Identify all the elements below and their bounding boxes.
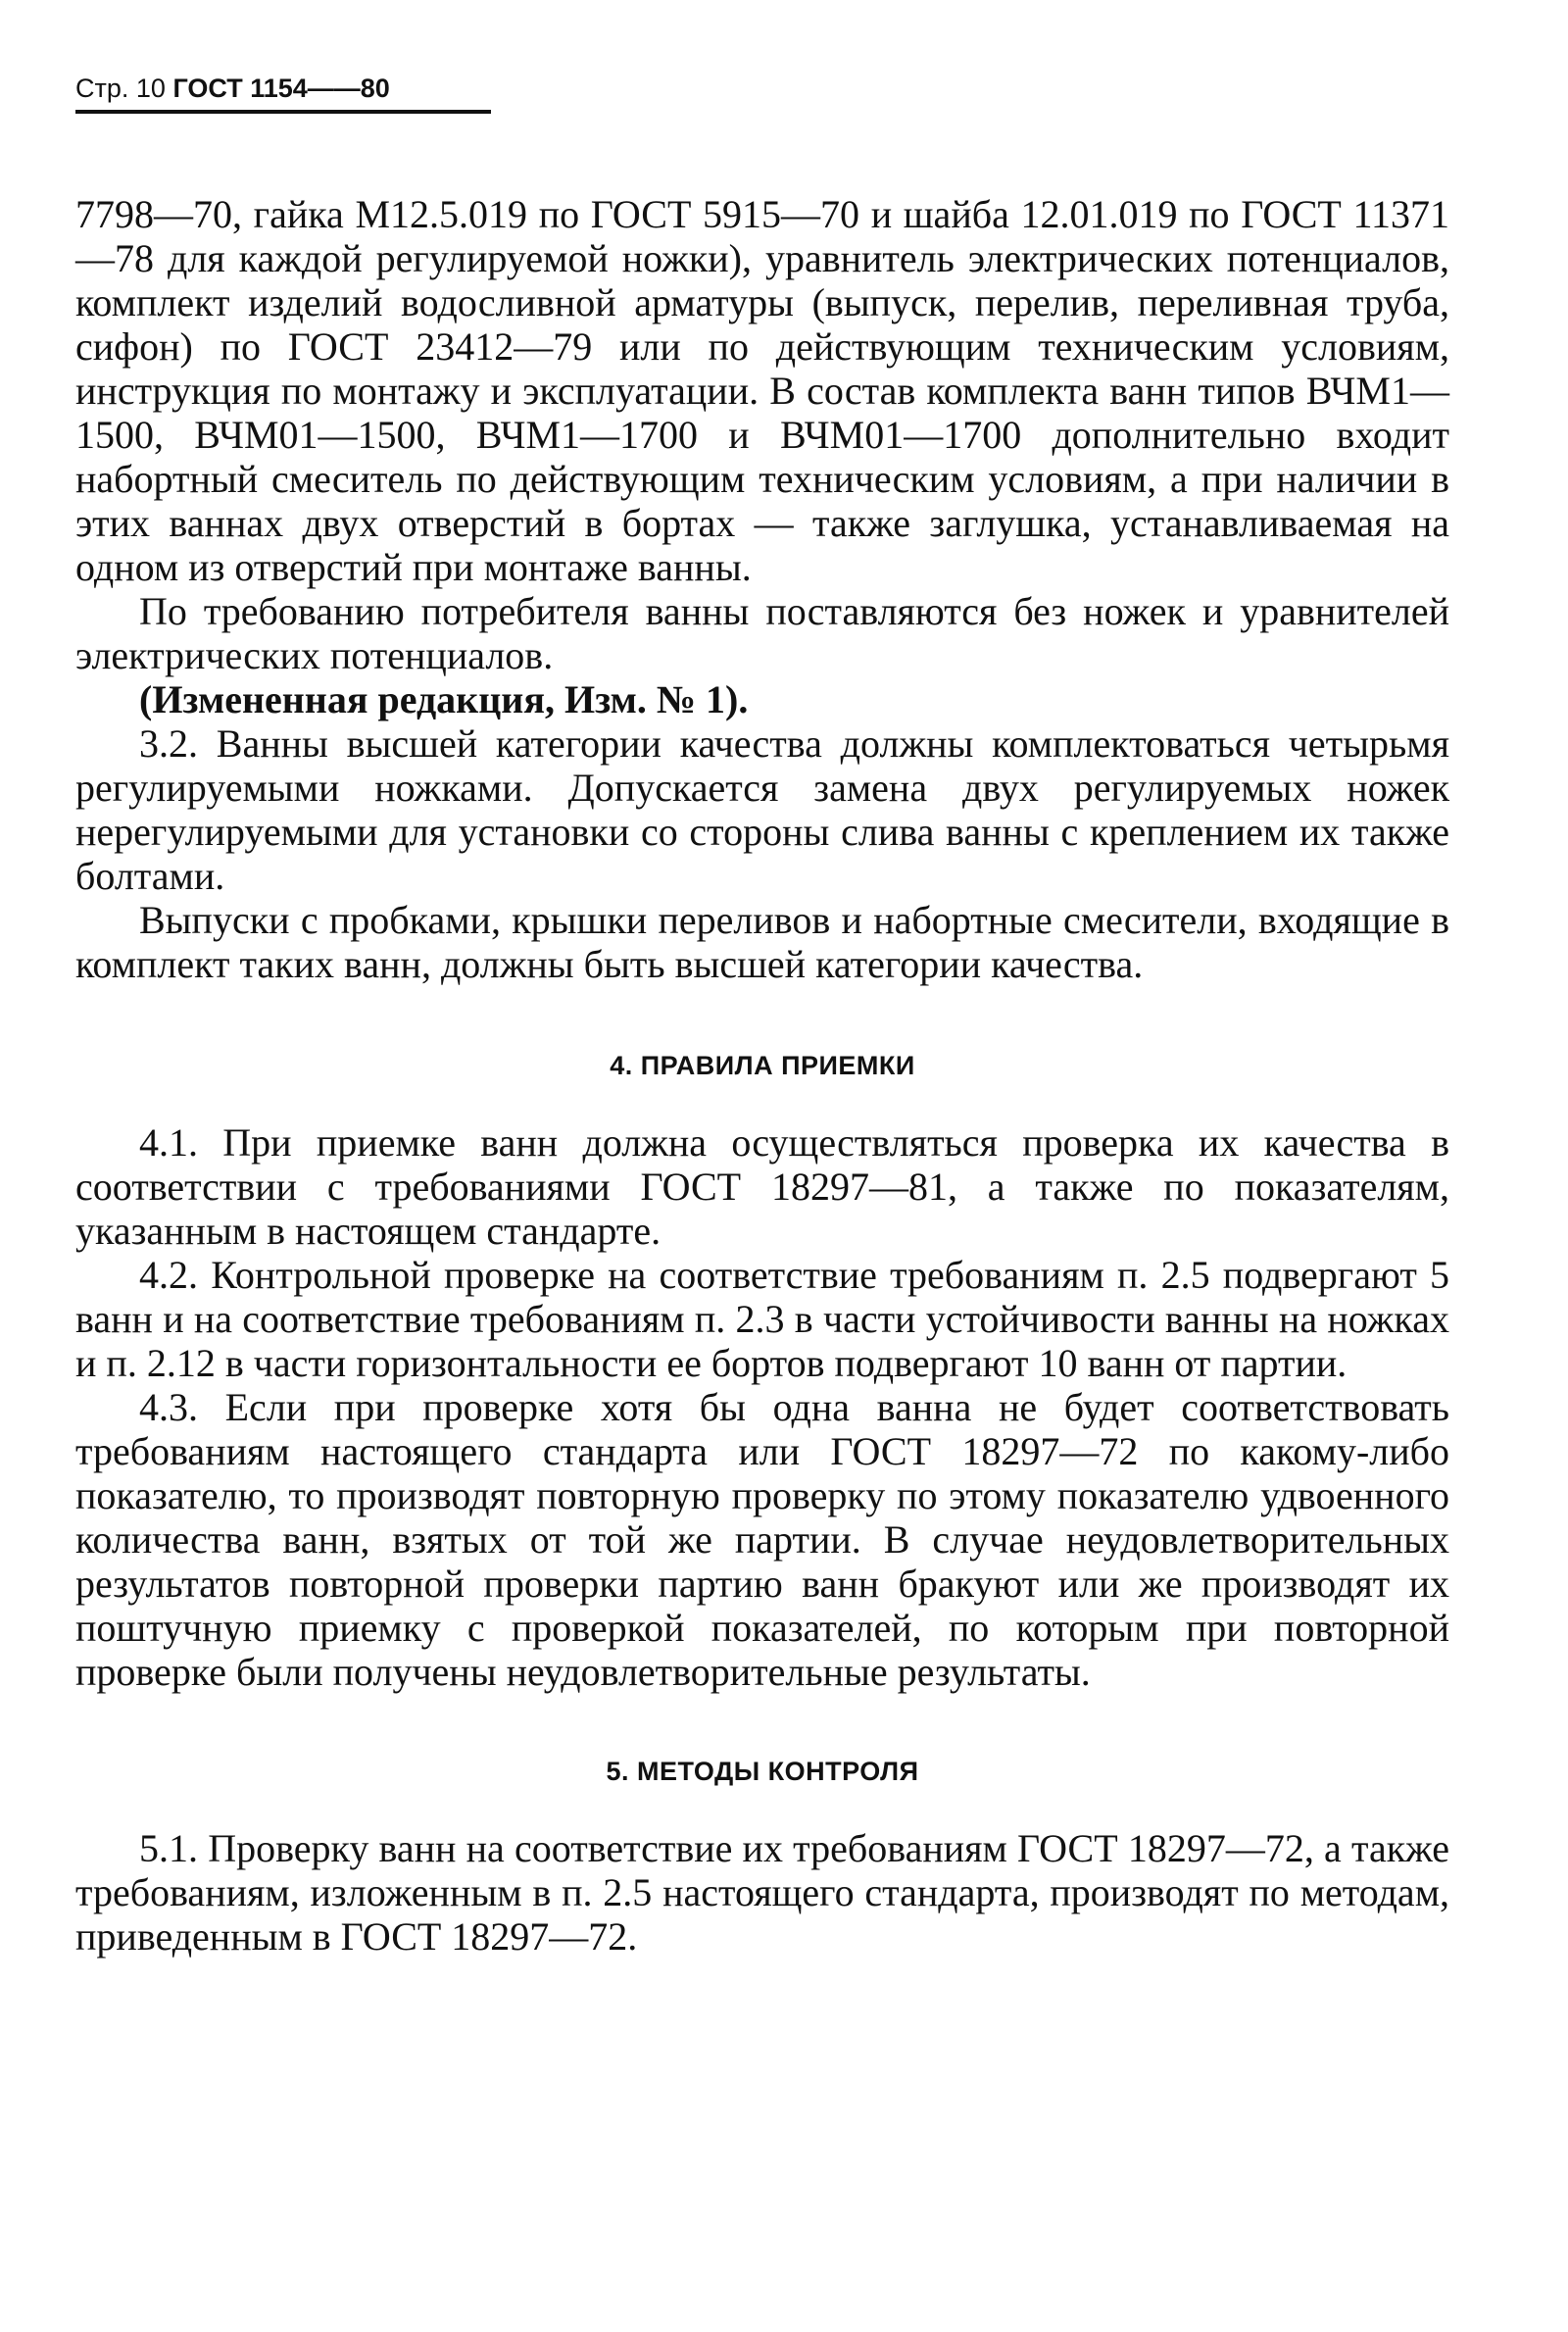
paragraph-5-1: 5.1. Проверку ванн на соответствие их требованиям ГОСТ 18297—72, а также требованиям, изложенным в п. 2.5 настоящего стандарта, производят по методам, приведенным в ГОСТ 18297—72. [75,1826,1449,1959]
paragraph-4-3: 4.3. Если при проверке хотя бы одна ванна не будет соответствовать требованиям настоящего стандарта или ГОСТ 18297—72 по какому-либо показателю, то производят повторную проверку по этому показателю удвоенного количества ванн, взятых от той же партии. В случае неудовлетворительных результатов повторной проверки партию ванн бракуют или же производят их поштучную приемку с проверкой показателей, по которым при повторной проверке были получены неудовлетворительные результаты. [75,1385,1449,1694]
body-text [75,192,1449,1959]
paragraph-4-1: 4.1. При приемке ванн должна осуществляться проверка их качества в соответствии с требованиями ГОСТ 18297—81, а также по показателям, указанным в настоящем стандарте. [75,1120,1449,1253]
section-4-heading: 4. ПРАВИЛА ПРИЕМКИ [610,1051,915,1080]
running-header [75,71,491,114]
paragraph-fittings: Выпуски с пробками, крышки переливов и набортные смесители, входящие в комплект таких ванн, должны быть высшей категории качества. [75,898,1449,986]
section-5-heading: 5. МЕТОДЫ КОНТРОЛЯ [606,1757,919,1786]
amendment-note: (Измененная редакция, Изм. № 1). [139,677,749,721]
page-number: Стр. 10 [75,74,166,103]
paragraph-3-2: 3.2. Ванны высшей категории качества должны комплектоваться четырьмя регулируемыми ножками. Допускается замена двух регулируемых ножек нерегулируемыми для установки со стороны слива ванны с креплением их также болтами. [75,721,1449,898]
standard-number: ГОСТ 1154——80 [172,74,390,103]
paragraph-continued: 7798—70, гайка М12.5.019 по ГОСТ 5915—70 и шайба 12.01.019 по ГОСТ 11371—78 для каждой регулируемой ножки), уравнитель электрических потенциалов, комплект изделий водосливной арматуры (выпуск, перелив, переливная труба, сифон) по ГОСТ 23412—79 или по действующим техническим условиям, инструкция по монтажу и эксплуатации. В состав комплекта ванн типов ВЧМ1—1500, ВЧМ01—1500, ВЧМ1—1700 и ВЧМ01—1700 дополнительно входит набортный смеситель по действующим техническим условиям, а при наличии в этих ваннах двух отверстий в бортах — также заглушка, устанавливаемая на одном из отверстий при монтаже ванны. [75,192,1449,589]
paragraph-4-2: 4.2. Контрольной проверке на соответствие требованиям п. 2.5 подвергают 5 ванн и на соответствие требованиям п. 2.3 в части устойчивости ванны на ножках и п. 2.12 в части горизонтальности ее бортов подвергают 10 ванн от партии. [75,1253,1449,1385]
paragraph-consumer-request: По требованию потребителя ванны поставляются без ножек и уравнителей электрических потенциалов. [75,589,1449,677]
